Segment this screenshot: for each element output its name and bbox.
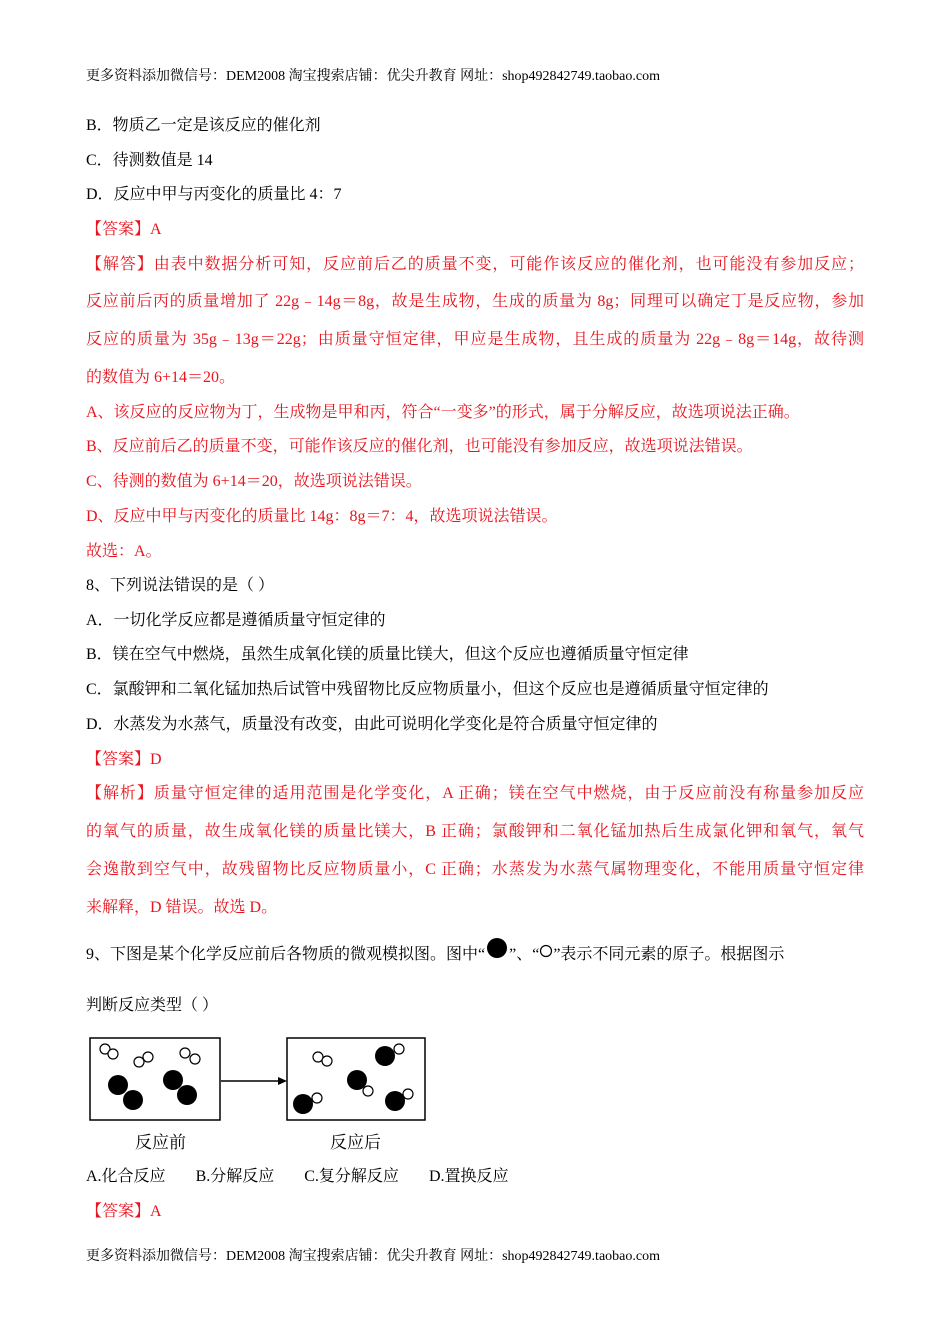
black-atom-icon [485,936,509,960]
q9-answer: 【答案】A [86,1203,162,1220]
q9-stem-part: ”表示不同元素的原子。根据图示 [553,946,785,963]
q9-option-a: A.化合反应 [86,1168,166,1185]
q8-analysis-line: 会逸散到空气中，故残留物比反应物质量小，C 正确；水蒸发为水蒸气属物理变化，不能用质量守恒定律 [86,861,864,878]
q8-option-a: A．一切化学反应都是遵循质量守恒定律的 [86,612,386,629]
q7-option-b: B．物质乙一定是该反应的催化剂 [86,117,321,134]
q9-stem-line2: 判断反应类型（ ） [86,997,219,1014]
q7-explain-c: C、待测的数值为 6+14＝20，故选项说法错误。 [86,473,422,490]
page-header: 更多资料添加微信号：DEM2008 淘宝搜索店铺：优尖升教育 网址：shop492842749.taobao.com [86,69,660,84]
q8-analysis-line: 的氧气的质量，故生成氧化镁的质量比镁大，B 正确；氯酸钾和二氧化锰加热后生成氯化钾和氧气，氧气 [86,823,864,840]
q7-analysis-line: 反应前后丙的质量增加了 22g﹣14g＝8g，故是生成物，生成的质量为 8g；同理可以确定丁是反应物，参加 [86,293,864,310]
q8-analysis-line: 来解释，D 错误。故选 D。 [86,899,278,916]
q9-option-b: B.分解反应 [195,1168,275,1185]
q8-stem: 8、下列说法错误的是（ ） [86,577,275,594]
after-label: 反应后 [330,1133,381,1153]
q7-explain-d: D、反应中甲与丙变化的质量比 14g：8g＝7：4，故选项说法错误。 [86,508,558,525]
q7-option-c: C．待测数值是 14 [86,152,213,169]
q8-analysis-line: 【解析】质量守恒定律的适用范围是化学变化，A 正确；镁在空气中燃烧，由于反应前没有称量参加反应 [86,785,864,802]
q7-explain-a: A、该反应的反应物为丁，生成物是甲和丙，符合“一变多”的形式，属于分解反应，故选项说法正确。 [86,404,800,421]
q7-analysis-line: 反应的质量为 35g﹣13g＝22g；由质量守恒定律，甲应是生成物，且生成的质量为 22g﹣8g＝14g，故待测 [86,331,864,348]
q9-options [86,1167,509,1187]
q7-conclusion: 故选：A。 [86,543,162,560]
after-box [287,1038,425,1120]
q7-explain-b: B、反应前后乙的质量不变，可能作该反应的催化剂，也可能没有参加反应，故选项说法错误。 [86,438,753,455]
arrow-icon [221,1077,287,1085]
q9-stem [86,945,784,965]
q8-option-d: D．水蒸发为水蒸气，质量没有改变，由此可说明化学变化是符合质量守恒定律的 [86,716,658,733]
q9-stem-part: 9、下图是某个化学反应前后各物质的微观模拟图。图中“ [86,946,486,963]
white-atom-icon [539,944,553,958]
q8-option-c: C．氯酸钾和二氧化锰加热后试管中残留物比反应物质量小，但这个反应也是遵循质量守恒定律的 [86,681,769,698]
q9-stem-part: ”、“ [509,946,540,963]
q7-analysis-line: 的数值为 6+14＝20。 [86,369,236,386]
q8-answer: 【答案】D [86,751,162,768]
q7-option-d: D．反应中甲与丙变化的质量比 4：7 [86,186,342,203]
q9-option-d: D.置换反应 [428,1168,509,1185]
before-label: 反应前 [135,1133,186,1153]
reaction-micro-diagram [80,1030,440,1130]
q9-option-c: C.复分解反应 [304,1168,399,1185]
q7-analysis-line: 【解答】由表中数据分析可知，反应前后乙的质量不变，可能作该反应的催化剂，也可能没有参加反应； [86,256,864,273]
q8-option-b: B．镁在空气中燃烧，虽然生成氧化镁的质量比镁大，但这个反应也遵循质量守恒定律 [86,646,689,663]
page-footer: 更多资料添加微信号：DEM2008 淘宝搜索店铺：优尖升教育 网址：shop492842749.taobao.com [86,1249,660,1264]
q7-answer: 【答案】A [86,221,162,238]
before-box [90,1038,220,1120]
